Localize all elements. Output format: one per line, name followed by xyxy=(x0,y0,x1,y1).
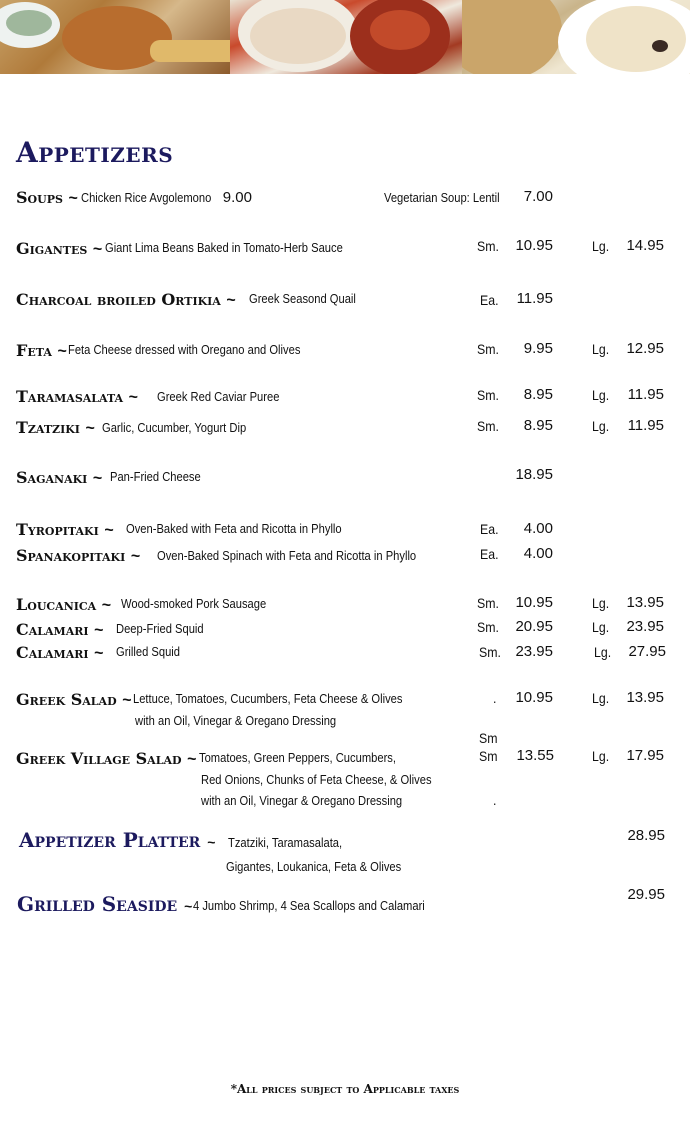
soups-desc: Chicken Rice Avgolemono xyxy=(81,190,212,205)
village-salad-desc-2: Red Onions, Chunks of Feta Cheese, & Olives xyxy=(201,772,432,787)
tzatziki-lg-price: 11.95 xyxy=(627,417,664,434)
gigantes-lg-label: Lg. xyxy=(592,238,610,254)
calamari-grilled-sm-label: Sm. xyxy=(479,644,501,660)
feta-desc: Feta Cheese dressed with Oregano and Olives xyxy=(68,342,301,357)
taramasalata-lg-price: 11.95 xyxy=(627,386,664,403)
veg-soup-label: Vegetarian Soup: Lentil xyxy=(384,190,500,205)
greek-salad-name: Greek Salad ~ xyxy=(16,690,132,709)
gigantes-sm-price: 10.95 xyxy=(515,237,553,254)
calamari-grilled-desc: Grilled Squid xyxy=(116,644,181,659)
greek-salad-dot: . xyxy=(493,690,497,706)
platter-desc: Tzatziki, Taramasalata, xyxy=(228,835,343,850)
ortikia-ea-label: Ea. xyxy=(480,292,499,308)
gigantes-desc: Giant Lima Beans Baked in Tomato-Herb Sauce xyxy=(105,240,343,255)
calamari-fried-sm-label: Sm. xyxy=(477,619,499,635)
ortikia-name: Charcoal broiled Ortikia ~ xyxy=(16,290,236,309)
tzatziki-name: Tzatziki ~ xyxy=(16,418,95,437)
gigantes-name: Gigantes ~ xyxy=(16,239,103,258)
greek-salad-sm-price: 10.95 xyxy=(515,689,553,706)
village-salad-sm-label-a: Sm xyxy=(479,730,498,746)
platter-name: Appetizer Platter ~ xyxy=(19,828,216,852)
calamari-fried-lg-label: Lg. xyxy=(592,619,610,635)
platter-desc-2: Gigantes, Loukanica, Feta & Olives xyxy=(226,859,402,874)
calamari-grilled-name: Calamari ~ xyxy=(16,643,104,662)
ortikia-desc: Greek Seasond Quail xyxy=(249,291,356,306)
tzatziki-sm-label: Sm. xyxy=(477,418,499,434)
calamari-fried-desc: Deep-Fried Squid xyxy=(116,621,204,636)
loucanica-desc: Wood-smoked Pork Sausage xyxy=(121,596,267,611)
tyropitaki-ea-label: Ea. xyxy=(480,521,499,537)
taramasalata-sm-label: Sm. xyxy=(477,387,499,403)
soups-price: 9.00 xyxy=(222,189,252,206)
tax-disclaimer: *All prices subject to Applicable taxes xyxy=(230,1082,460,1096)
section-title: Appetizers xyxy=(16,136,174,169)
loucanica-sm-label: Sm. xyxy=(477,595,499,611)
fried-food-photo xyxy=(0,0,230,74)
village-salad-sm-label: Sm xyxy=(479,748,498,764)
tzatziki-sm-price: 8.95 xyxy=(523,417,553,434)
spanakopitaki-name: Spanakopitaki ~ xyxy=(16,546,141,565)
pasta-photo xyxy=(230,0,462,74)
calamari-grilled-lg-label: Lg. xyxy=(594,644,612,660)
taramasalata-desc: Greek Red Caviar Puree xyxy=(157,389,280,404)
gigantes-lg-price: 14.95 xyxy=(626,237,664,254)
tyropitaki-name: Tyropitaki ~ xyxy=(16,520,114,539)
seaside-price: 29.95 xyxy=(627,886,665,903)
greek-salad-lg-label: Lg. xyxy=(592,690,610,706)
food-photo-banner xyxy=(0,0,690,74)
loucanica-sm-price: 10.95 xyxy=(515,594,553,611)
village-salad-desc-3: with an Oil, Vinegar & Oregano Dressing xyxy=(201,793,403,808)
greek-salad-desc: Lettuce, Tomatoes, Cucumbers, Feta Cheese & Olives xyxy=(133,691,403,706)
platter-price: 28.95 xyxy=(627,827,665,844)
calamari-fried-sm-price: 20.95 xyxy=(515,618,553,635)
tzatziki-lg-label: Lg. xyxy=(592,418,610,434)
feta-lg-price: 12.95 xyxy=(626,340,664,357)
spanakopitaki-ea-label: Ea. xyxy=(480,546,499,562)
greek-salad-lg-price: 13.95 xyxy=(626,689,664,706)
taramasalata-name: Taramasalata ~ xyxy=(16,387,139,406)
tyropitaki-ea-price: 4.00 xyxy=(523,520,553,537)
greek-salad-desc-2: with an Oil, Vinegar & Oregano Dressing xyxy=(135,713,337,728)
saganaki-name: Saganaki ~ xyxy=(16,468,103,487)
bread-plate-photo xyxy=(462,0,690,74)
saganaki-desc: Pan-Fried Cheese xyxy=(110,469,201,484)
village-salad-lg-label: Lg. xyxy=(592,748,610,764)
tyropitaki-desc: Oven-Baked with Feta and Ricotta in Phyllo xyxy=(126,521,342,536)
calamari-grilled-sm-price: 23.95 xyxy=(515,643,553,660)
seaside-desc: 4 Jumbo Shrimp, 4 Sea Scallops and Calamari xyxy=(193,898,425,913)
calamari-fried-lg-price: 23.95 xyxy=(626,618,664,635)
loucanica-lg-label: Lg. xyxy=(592,595,610,611)
feta-sm-label: Sm. xyxy=(477,341,499,357)
taramasalata-sm-price: 8.95 xyxy=(523,386,553,403)
feta-name: Feta ~ xyxy=(16,341,67,360)
spanakopitaki-ea-price: 4.00 xyxy=(523,545,553,562)
seaside-name: Grilled Seaside ~ xyxy=(17,892,193,916)
tzatziki-desc: Garlic, Cucumber, Yogurt Dip xyxy=(102,420,247,435)
soups-name: Soups ~ xyxy=(16,188,78,207)
village-salad-desc: Tomatoes, Green Peppers, Cucumbers, xyxy=(199,750,396,765)
village-salad-dot: . xyxy=(493,792,497,808)
village-salad-sm-price: 13.55 xyxy=(516,747,554,764)
veg-soup-price: 7.00 xyxy=(523,188,553,205)
calamari-grilled-lg-price: 27.95 xyxy=(628,643,666,660)
village-salad-lg-price: 17.95 xyxy=(626,747,664,764)
gigantes-sm-label: Sm. xyxy=(477,238,499,254)
loucanica-name: Loucanica ~ xyxy=(16,595,112,614)
feta-sm-price: 9.95 xyxy=(523,340,553,357)
ortikia-ea-price: 11.95 xyxy=(516,290,553,307)
calamari-fried-name: Calamari ~ xyxy=(16,620,104,639)
spanakopitaki-desc: Oven-Baked Spinach with Feta and Ricotta in Phyllo xyxy=(157,548,417,563)
saganaki-price: 18.95 xyxy=(515,466,553,483)
taramasalata-lg-label: Lg. xyxy=(592,387,610,403)
feta-lg-label: Lg. xyxy=(592,341,610,357)
loucanica-lg-price: 13.95 xyxy=(626,594,664,611)
village-salad-name: Greek Village Salad ~ xyxy=(16,749,197,768)
